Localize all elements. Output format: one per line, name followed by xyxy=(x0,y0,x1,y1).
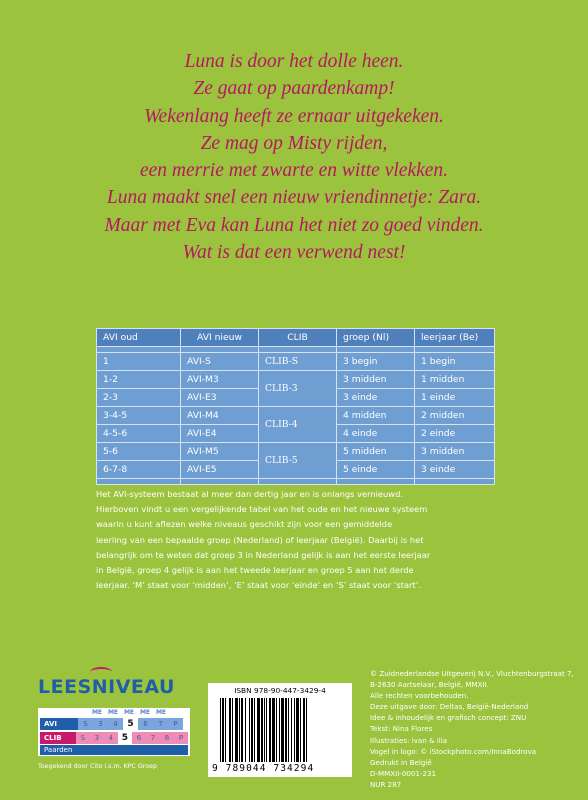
blurb-line: Luna maakt snel een nieuw vriendinnetje: Zara. xyxy=(106,187,482,209)
barcode-bar xyxy=(281,698,284,762)
table-row xyxy=(97,407,495,425)
cell: 6-7-8 xyxy=(97,461,181,479)
barcode-bar xyxy=(300,698,301,762)
level-cell: S xyxy=(76,732,90,744)
colophon-line: Idee & inhoudelijk en grafisch concept: ZNU xyxy=(370,713,527,723)
level-cell: 6 xyxy=(132,732,146,744)
cell: 4-5-6 xyxy=(97,425,181,443)
barcode-bars xyxy=(220,698,340,762)
cell: 2-3 xyxy=(97,389,181,407)
barcode-bar xyxy=(272,698,275,762)
logo-text-lees: LEES xyxy=(38,676,92,698)
header-leerjaar: leerjaar (Be) xyxy=(415,329,495,347)
barcode-bar xyxy=(306,698,307,762)
header-groep: groep (Nl) xyxy=(337,329,415,347)
barcode-bar xyxy=(220,698,221,762)
barcode-bar xyxy=(235,698,238,762)
cell: AVI-M3 xyxy=(181,371,259,389)
subject-label: Paarden xyxy=(40,745,188,755)
me-label-row xyxy=(88,709,188,717)
explanation-line: leerling van een bepaalde groep (Nederland) of leerjaar (België). Daarbij is het xyxy=(96,534,424,545)
header-avi-nieuw: AVI nieuw xyxy=(181,329,259,347)
barcode-bar xyxy=(264,698,265,762)
cell: CLIB-4 xyxy=(259,407,337,443)
colophon-line: D-MMXII-0001-231 xyxy=(370,768,437,778)
blurb-line: Ze gaat op paardenkamp! xyxy=(193,78,395,100)
cell: 3 begin xyxy=(337,353,415,371)
explanation-line: in België, groep 4 gelijk is aan het tweede leerjaar en groep 5 aan het derde xyxy=(96,565,414,576)
barcode-bar xyxy=(254,698,255,762)
cell: 3 midden xyxy=(337,371,415,389)
colophon-line: Illustraties: ivan & ilia xyxy=(370,735,448,745)
level-cell: P xyxy=(174,732,188,744)
cell: 1-2 xyxy=(97,371,181,389)
cell: 1 einde xyxy=(415,389,495,407)
me-label: ME xyxy=(91,709,103,716)
blurb-line: Wekenlang heeft ze ernaar uitgekeken. xyxy=(144,105,444,127)
barcode-bar xyxy=(245,698,246,762)
level-cell: 3 xyxy=(90,732,104,744)
reading-level-indicator xyxy=(38,708,190,756)
barcode-bar xyxy=(232,698,233,762)
cell: AVI-E5 xyxy=(181,461,259,479)
cell: 1 midden xyxy=(415,371,495,389)
cell: CLIB-3 xyxy=(259,371,337,407)
cell: CLIB-5 xyxy=(259,443,337,479)
level-cell: S xyxy=(78,718,93,730)
barcode-bar xyxy=(261,698,263,762)
colophon-line: © Zuidnederlandse Uitgeverij N.V., Vluchtenburgstraat 7, xyxy=(370,669,574,678)
cell: AVI-M4 xyxy=(181,407,259,425)
cell: AVI-E4 xyxy=(181,425,259,443)
cell: 2 midden xyxy=(415,407,495,425)
explanation-line: belangrijk om te weten dat groep 3 in Nederland gelijk is aan het eerste leerjaar xyxy=(96,549,431,560)
blurb-line: Maar met Eva kan Luna het niet zo goed vinden. xyxy=(104,214,484,236)
cell: 5 midden xyxy=(337,443,415,461)
blurb-line: Ze mag op Misty rijden, xyxy=(200,132,388,154)
level-cell: 6 xyxy=(138,718,153,730)
barcode-bar xyxy=(303,698,305,762)
cito-credit: Toegekend door Cito i.s.m. KPC Groep xyxy=(38,763,157,770)
avi-explanation xyxy=(96,487,496,593)
blurb-line: Luna is door het dolle heen. xyxy=(184,51,404,72)
cell: AVI-M5 xyxy=(181,443,259,461)
level-cell: 4 xyxy=(108,718,123,730)
barcode-bar xyxy=(294,698,295,762)
cell: 3 midden xyxy=(415,443,495,461)
cell: 4 midden xyxy=(337,407,415,425)
colophon-line: B-2630 Aartselaar, België, MMXII. xyxy=(370,680,489,690)
logo-text-iveau: IVEAU xyxy=(108,676,175,698)
colophon-line: Vogel in logo: © iStockphoto.com/InnaBodrova xyxy=(370,746,537,756)
cell: 3 einde xyxy=(337,389,415,407)
barcode-bar xyxy=(266,698,267,762)
level-cell-active: 5 xyxy=(123,718,138,730)
cell: AVI-S xyxy=(181,353,259,371)
clib-label: CLIB xyxy=(40,732,76,744)
barcode-bar xyxy=(249,698,250,762)
colophon-line: Deze uitgave door: Deltas, België-Nederland xyxy=(370,702,529,712)
clib-level-row xyxy=(40,732,188,744)
back-cover-blurb xyxy=(30,48,558,266)
table-row xyxy=(97,353,495,371)
barcode-bar xyxy=(285,698,287,762)
colophon-line: Tekst: Nina Flores xyxy=(370,724,433,734)
ean-digits: 9 789044 734294 xyxy=(212,763,315,774)
cell: 1 begin xyxy=(415,353,495,371)
colophon-line: NUR 287 xyxy=(370,779,402,789)
me-label: ME xyxy=(107,709,119,716)
colophon xyxy=(370,668,580,790)
explanation-line: waarin u kunt aflezen welke niveaus geschikt zijn voor een gemiddelde xyxy=(96,519,393,530)
table-row xyxy=(97,371,495,389)
blurb-line: Wat is dat een verwend nest! xyxy=(182,242,406,264)
colophon-line: Gedrukt in België xyxy=(370,757,432,767)
explanation-line: leerjaar. ‘M’ staat voor ‘midden’, ‘E’ staat voor ‘einde’ en ‘S’ staat voor ‘start’. xyxy=(96,580,421,591)
barcode-bar xyxy=(229,698,231,762)
barcode-bar xyxy=(251,698,253,762)
level-cell: 7 xyxy=(153,718,168,730)
table-row xyxy=(97,443,495,461)
level-cell: 7 xyxy=(146,732,160,744)
cell: 3-4-5 xyxy=(97,407,181,425)
cell: 3 einde xyxy=(415,461,495,479)
level-cell: 4 xyxy=(104,732,118,744)
cell: 1 xyxy=(97,353,181,371)
avi-label: AVI xyxy=(40,718,78,730)
cell: 4 einde xyxy=(337,425,415,443)
me-label: ME xyxy=(155,709,167,716)
table-spacer-row xyxy=(97,479,495,485)
barcode-bar xyxy=(296,698,299,762)
colophon-line: Alle rechten voorbehouden. xyxy=(370,691,469,701)
barcode-bar xyxy=(288,698,289,762)
reading-level-table xyxy=(96,328,495,485)
cell: AVI-E3 xyxy=(181,389,259,407)
me-label: ME xyxy=(123,709,135,716)
explanation-line: Het AVI-systeem bestaat al meer dan dertig jaar en is onlangs vernieuwd. xyxy=(96,489,403,499)
leesniveau-logo xyxy=(38,676,175,698)
barcode-bar xyxy=(222,698,224,762)
header-avi-oud: AVI oud xyxy=(97,329,181,347)
header-clib: CLIB xyxy=(259,329,337,347)
barcode-bar xyxy=(225,698,226,762)
barcode-bar xyxy=(269,698,271,762)
barcode-bar xyxy=(276,698,277,762)
barcode-bar xyxy=(279,698,280,762)
isbn-text: ISBN 978-90-447-3429-4 xyxy=(234,686,326,695)
cell: CLIB-S xyxy=(259,353,337,371)
avi-level-row xyxy=(40,718,188,730)
level-cell: P xyxy=(168,718,183,730)
logo-text-n: N xyxy=(91,676,109,698)
blurb-line: een merrie met zwarte en witte vlekken. xyxy=(139,160,449,182)
isbn-barcode xyxy=(208,683,352,777)
cell: 2 einde xyxy=(415,425,495,443)
barcode-bar xyxy=(239,698,240,762)
barcode-bar xyxy=(257,698,260,762)
me-label: ME xyxy=(139,709,151,716)
cell: 5 einde xyxy=(337,461,415,479)
level-cell-active: 5 xyxy=(118,732,132,744)
explanation-line: Hierboven vindt u een vergelijkende tabel van het oude en het nieuwe systeem xyxy=(96,504,428,515)
cell: 5-6 xyxy=(97,443,181,461)
barcode-bar xyxy=(241,698,243,762)
barcode-bar xyxy=(291,698,292,762)
level-cell: 8 xyxy=(160,732,174,744)
level-cell: 3 xyxy=(93,718,108,730)
table-header-row xyxy=(97,329,495,347)
